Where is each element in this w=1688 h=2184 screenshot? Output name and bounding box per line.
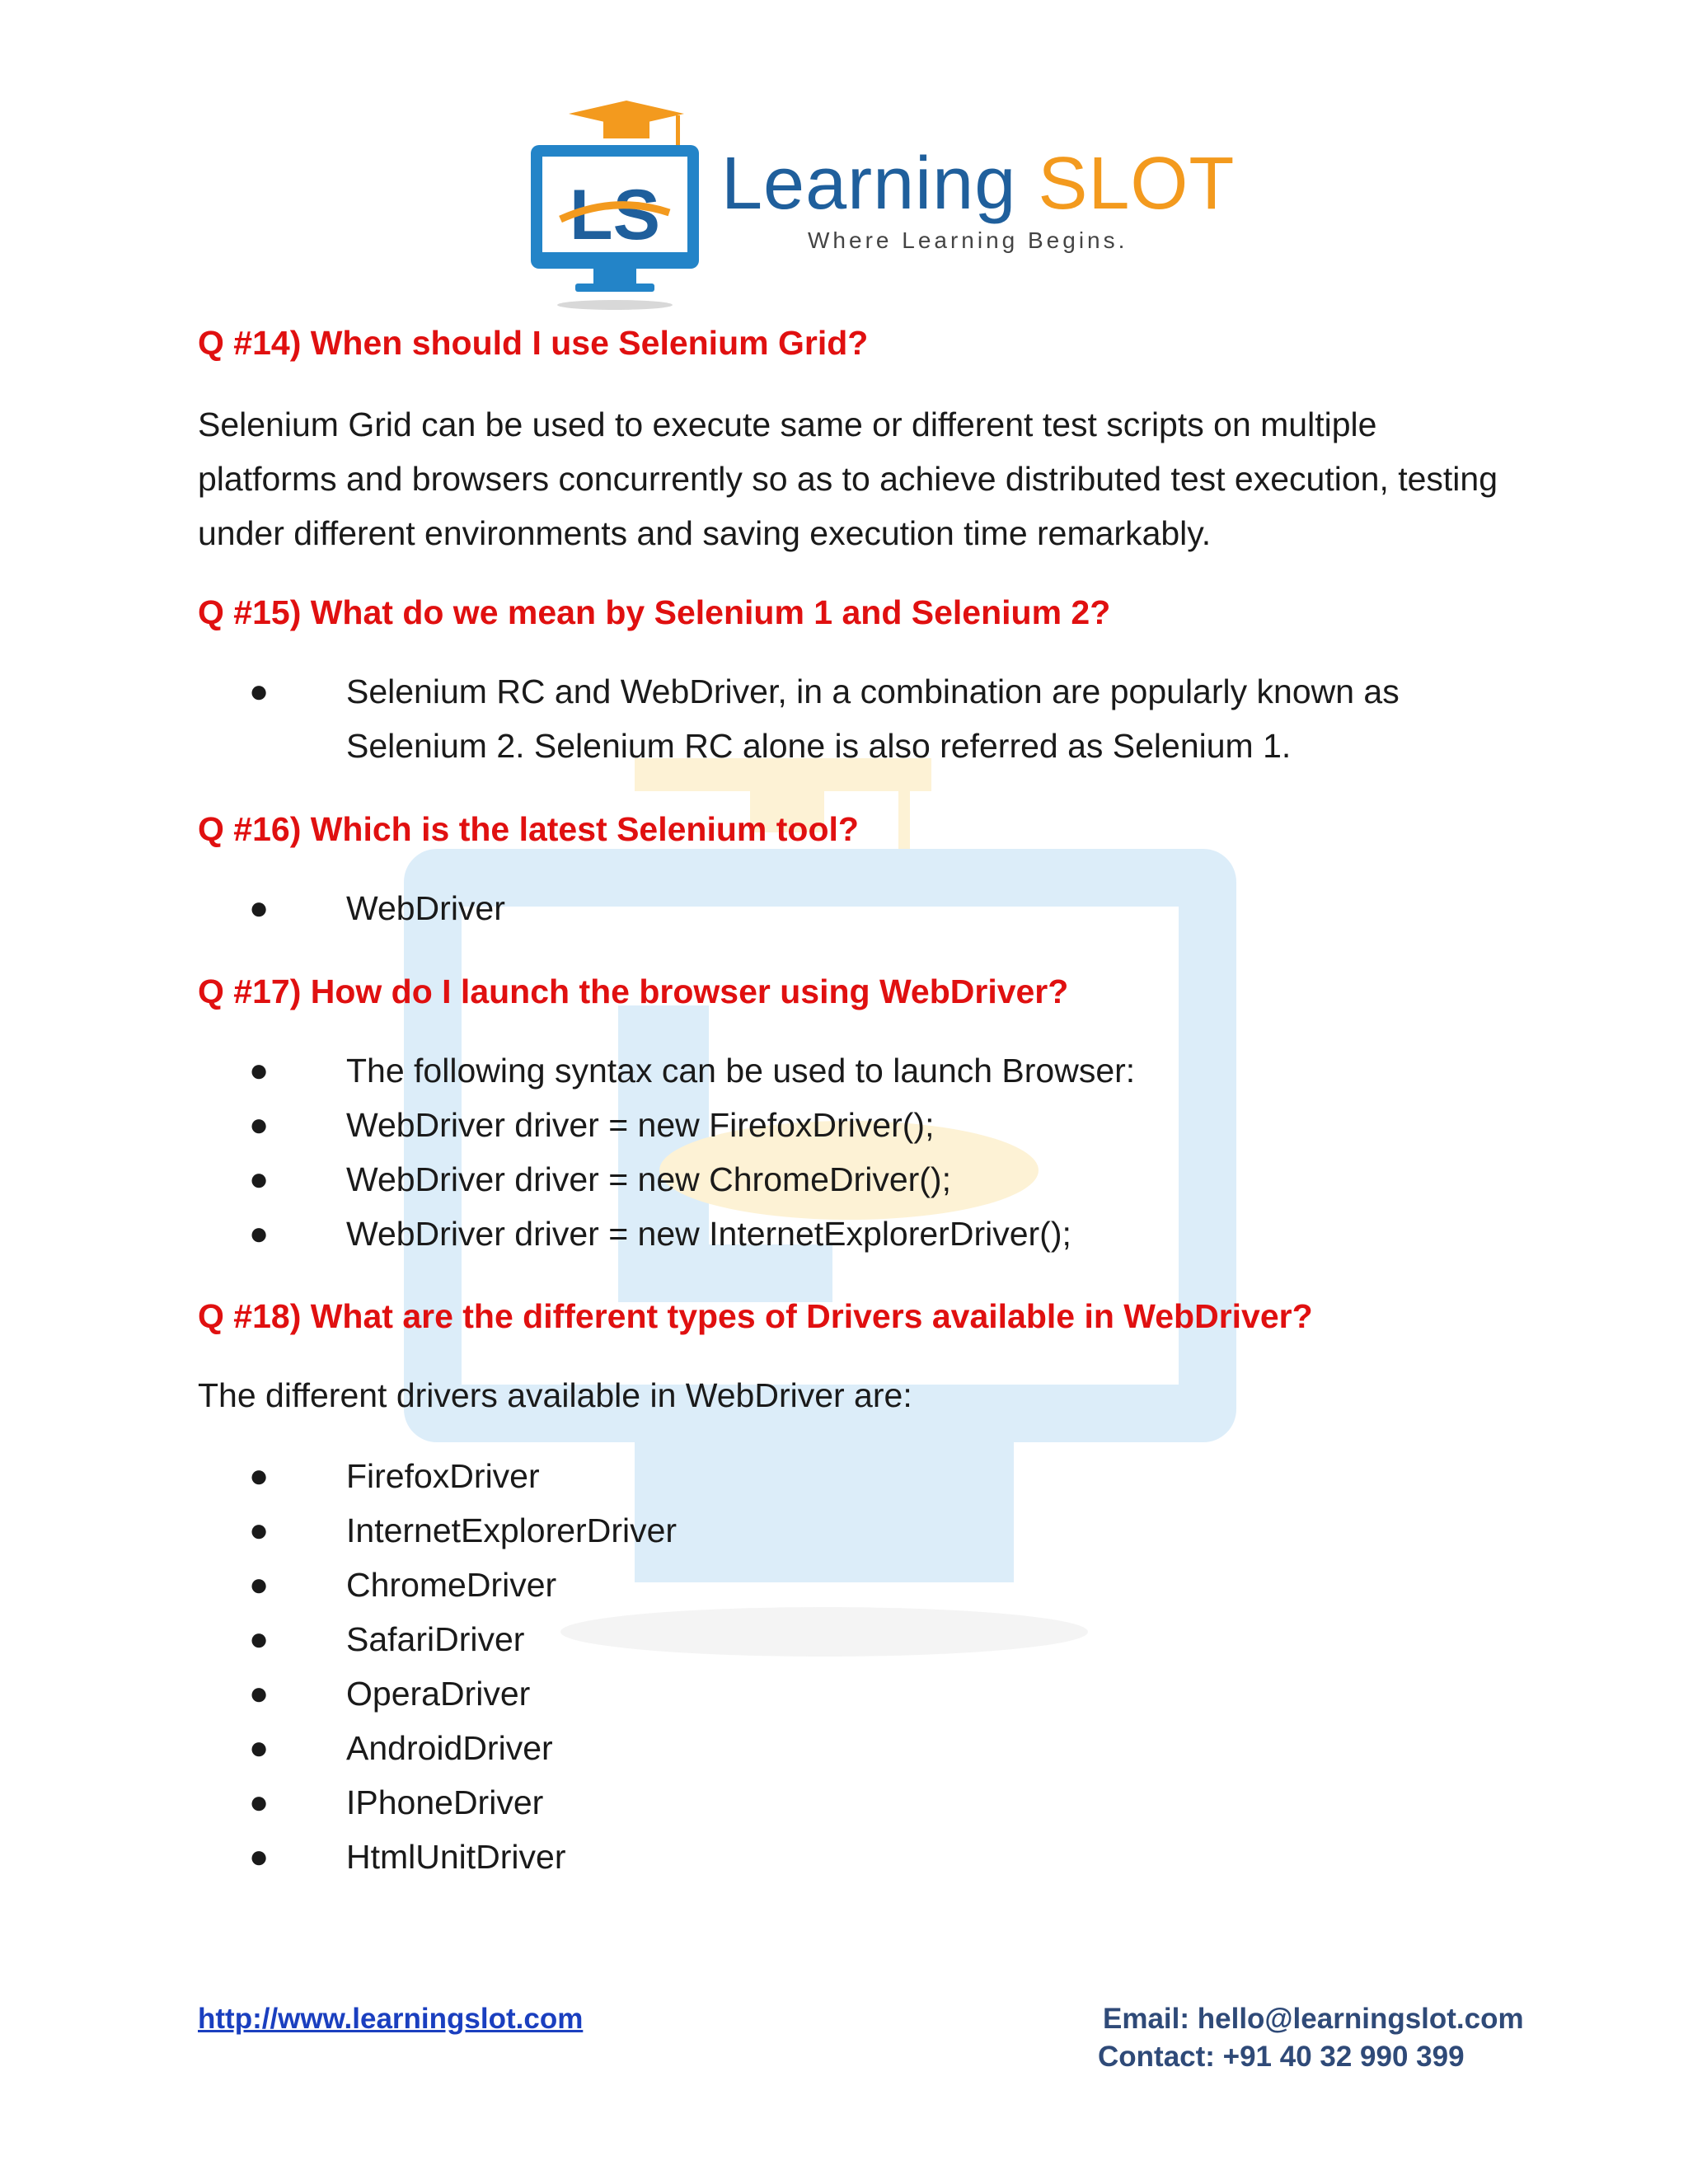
bullet-icon: ● — [249, 1458, 270, 1494]
list-item-text: The following syntax can be used to launch Browser: — [346, 1052, 1136, 1090]
list-item — [198, 1666, 1500, 1721]
list-item — [198, 1207, 1500, 1261]
list-item-text: OperaDriver — [346, 1675, 531, 1713]
bullet-icon: ● — [249, 1052, 270, 1089]
list-item-text: WebDriver driver = new InternetExplorerDriver(); — [346, 1215, 1071, 1253]
brand-name — [721, 143, 1236, 225]
list-item — [198, 1043, 1500, 1098]
list-item — [198, 1152, 1500, 1207]
bullet-icon: ● — [249, 1567, 270, 1603]
answer-18-paragraph: The different drivers available in WebDriver are: — [198, 1376, 912, 1414]
brand-tagline: Where Learning Begins. — [808, 227, 1128, 253]
list-item-text: WebDriver driver = new FirefoxDriver(); — [346, 1106, 935, 1144]
brand-name-slot: SLOT — [1038, 143, 1236, 225]
list-item-text: IPhoneDriver — [346, 1783, 544, 1821]
answer-15-list — [198, 664, 1500, 773]
list-item — [198, 1449, 1500, 1503]
list-item — [198, 1098, 1500, 1152]
question-18-heading: Q #18) What are the different types of Drivers available in WebDriver? — [198, 1297, 1313, 1335]
answer-17-list — [198, 1043, 1500, 1261]
brand-name-learning: Learning — [721, 143, 1017, 225]
bullet-icon: ● — [249, 890, 270, 926]
list-item — [198, 664, 1500, 773]
list-item-text: FirefoxDriver — [346, 1457, 540, 1495]
list-item-text: SafariDriver — [346, 1620, 525, 1658]
bullet-icon: ● — [249, 1730, 270, 1766]
question-16-heading: Q #16) Which is the latest Selenium tool? — [198, 810, 859, 848]
list-item — [198, 1503, 1500, 1558]
footer-website-link[interactable]: http://www.learningslot.com — [198, 2003, 584, 2035]
list-item — [198, 1612, 1500, 1666]
list-item — [198, 1721, 1500, 1775]
bullet-icon: ● — [249, 1621, 270, 1657]
bullet-icon: ● — [249, 673, 270, 710]
list-item-text: AndroidDriver — [346, 1729, 553, 1767]
list-item — [198, 1558, 1500, 1612]
list-item-text: ChromeDriver — [346, 1566, 557, 1604]
bullet-icon: ● — [249, 1107, 270, 1143]
list-item-text: Selenium RC and WebDriver, in a combination are popularly known as Selenium 2. Selenium RC alone is also referred as Selenium 1. — [346, 673, 1400, 765]
list-item-text: WebDriver driver = new ChromeDriver(); — [346, 1160, 951, 1198]
drivers-list — [198, 1449, 1500, 1884]
list-item-text: HtmlUnitDriver — [346, 1838, 566, 1876]
question-17-heading: Q #17) How do I launch the browser using WebDriver? — [198, 972, 1069, 1010]
list-item — [198, 881, 1500, 935]
list-item — [198, 1775, 1500, 1830]
bullet-icon: ● — [249, 1675, 270, 1712]
footer-contact: Contact: +91 40 32 990 399 — [1098, 2041, 1465, 2073]
bullet-icon: ● — [249, 1512, 270, 1549]
question-14-heading: Q #14) When should I use Selenium Grid? — [198, 324, 869, 362]
bullet-icon: ● — [249, 1784, 270, 1821]
answer-14-paragraph: Selenium Grid can be used to execute same or different test scripts on multiple platforms and browsers concurrently so as to achieve distributed test execution, testing under different environments and saving execution time remarkably. — [198, 405, 1498, 552]
graduation-monitor-icon — [528, 97, 705, 313]
bullet-icon: ● — [249, 1161, 270, 1197]
brand-logo — [528, 97, 1236, 320]
svg-text:LS: LS — [570, 176, 660, 255]
question-15-heading: Q #15) What do we mean by Selenium 1 and Selenium 2? — [198, 593, 1111, 631]
answer-16-list — [198, 881, 1500, 935]
list-item-text: InternetExplorerDriver — [346, 1511, 678, 1549]
list-item-text: WebDriver — [346, 889, 505, 927]
footer-email: Email: hello@learningslot.com — [1103, 2003, 1524, 2035]
bullet-icon: ● — [249, 1839, 270, 1875]
bullet-icon: ● — [249, 1216, 270, 1252]
list-item — [198, 1830, 1500, 1884]
